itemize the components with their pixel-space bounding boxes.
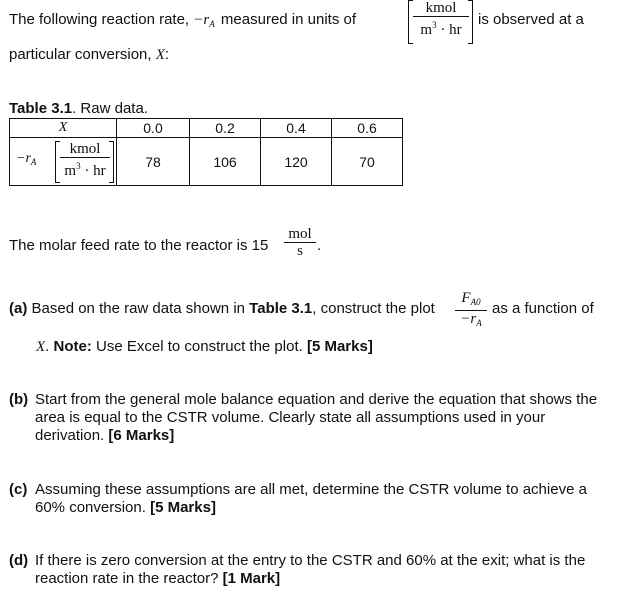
raw-data-table [9, 118, 403, 186]
intro-text-before: The following reaction rate, [9, 11, 190, 28]
conversion-symbol: X [155, 47, 165, 63]
row-units-fraction [60, 141, 110, 179]
feed-units-fraction [284, 226, 316, 259]
header-x: X [10, 119, 117, 138]
feed-rate-text: The molar feed rate to the reactor is 15 [9, 237, 269, 254]
question-d-body [35, 552, 599, 588]
question-a-text-end: as a function of [492, 300, 594, 317]
rate-cell: 70 [332, 138, 403, 186]
intro-units-fraction [413, 0, 469, 38]
question-d [9, 552, 599, 588]
rate-cell: 120 [261, 138, 332, 186]
row-units-denominator: $m^3$ · hr [60, 157, 110, 179]
table-row-conversion [10, 119, 403, 138]
question-c-label: (c) [9, 481, 28, 498]
row-units-right-bracket [109, 141, 114, 183]
feed-units-denominator: s [284, 242, 316, 259]
intro-line-2 [9, 46, 169, 64]
plot-fraction-denominator: $-r_A$ [455, 310, 487, 331]
question-b-label: (b) [9, 391, 29, 408]
question-a-note-text: Use Excel to construct the plot. [96, 338, 303, 355]
question-b-marks: [6 Marks] [108, 427, 175, 444]
question-a-note-label: Note: [53, 338, 92, 355]
question-b-body [35, 391, 599, 445]
table-caption [9, 100, 148, 117]
question-d-label: (d) [9, 552, 29, 569]
feed-period: . [317, 237, 322, 254]
table-row-rate [10, 138, 403, 186]
intro-line-2-text: particular conversion, [9, 46, 152, 63]
question-d-text: If there is zero conversion at the entry to the CSTR and 60% at the exit; what is the reaction rate in the reactor? [35, 552, 586, 587]
rate-label-cell [10, 138, 117, 186]
question-a-label: (a) [9, 300, 28, 317]
question-a-x-symbol: X [36, 339, 46, 355]
units-denominator: $m^3$ · hr [413, 16, 469, 38]
question-a-text-before: Based on the raw data shown in [31, 300, 245, 317]
row-units-numerator: kmol [69, 141, 101, 157]
question-a-marks: [5 Marks] [306, 338, 373, 355]
question-a-line-2 [36, 338, 373, 356]
conversion-cell: 0.4 [261, 119, 332, 138]
conversion-cell: 0.0 [117, 119, 190, 138]
conversion-cell: 0.6 [332, 119, 403, 138]
question-c-text: Assuming these assumptions are all met, determine the CSTR volume to achieve a 60% conversion. [35, 481, 587, 516]
question-d-marks: [1 Mark] [222, 570, 281, 587]
intro-line-1 [9, 11, 356, 29]
units-right-bracket [468, 0, 473, 44]
plot-fraction-numerator: $F_{A0}$ [461, 290, 481, 307]
intro-text-mid: measured in units of [220, 11, 356, 28]
question-b-text: Start from the general mole balance equation and derive the equation that shows the area is equal to the CSTR volume. Clearly state all assumptions used in your derivation. [35, 391, 598, 444]
question-c-body [35, 481, 599, 517]
intro-text-after: is observed at a [478, 11, 584, 28]
question-a-line-1 [9, 300, 435, 317]
question-a-table-ref: Table 3.1 [249, 300, 313, 317]
feed-units-numerator: mol [288, 226, 312, 242]
table-caption-text: . Raw data. [72, 100, 148, 117]
question-c [9, 481, 599, 517]
rate-row-symbol: $-r_A$ [16, 151, 37, 167]
question-b [9, 391, 599, 445]
rate-cell: 78 [117, 138, 190, 186]
table-caption-number: Table 3.1 [9, 100, 73, 117]
question-c-marks: [5 Marks] [150, 499, 216, 516]
units-numerator: kmol [425, 0, 457, 16]
intro-colon: : [164, 46, 170, 63]
conversion-cell: 0.2 [190, 119, 261, 138]
question-a-text-after: , construct the plot [312, 300, 435, 317]
rate-cell: 106 [190, 138, 261, 186]
question-a-dot: . [45, 338, 50, 355]
rate-symbol: $-r_A$ [193, 12, 215, 29]
plot-fraction [455, 290, 487, 331]
